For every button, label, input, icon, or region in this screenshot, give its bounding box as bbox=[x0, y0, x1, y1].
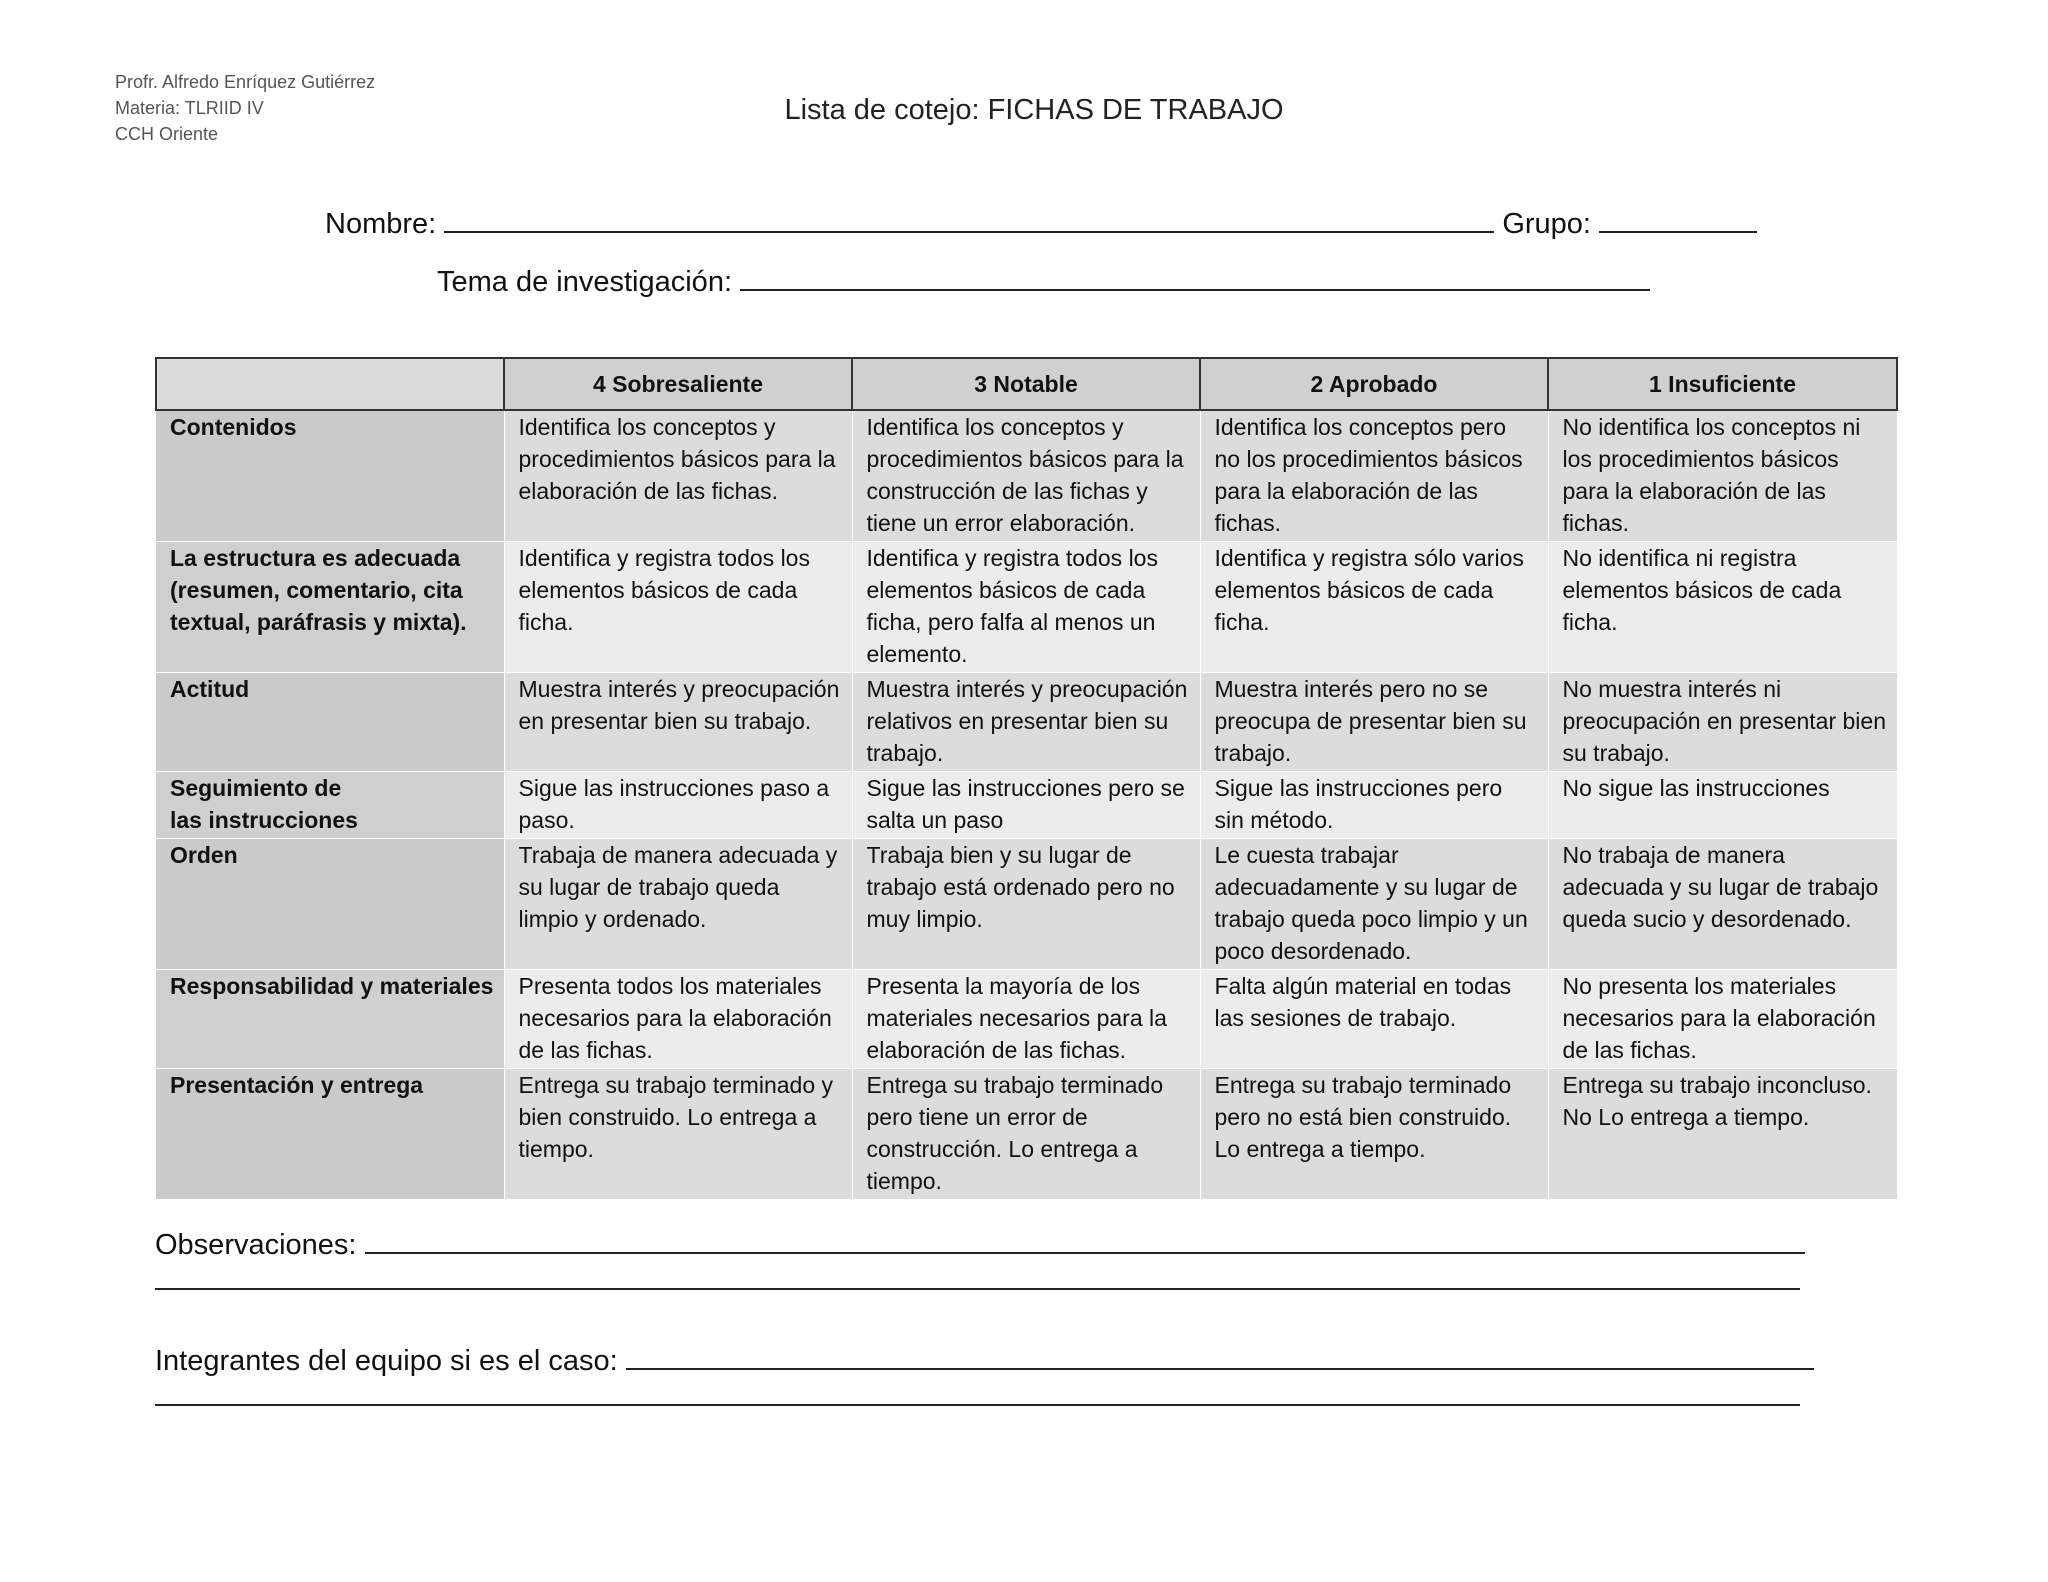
criterion-cell: Responsabilidad y materiales bbox=[156, 970, 504, 1069]
criterion-cell: La estructura es adecuada (resumen, comentario, cita textual, paráfrasis y mixta). bbox=[156, 542, 504, 673]
rubric-corner-cell bbox=[156, 358, 504, 410]
table-row bbox=[156, 772, 1897, 839]
descriptor-cell: Muestra interés y preocupación en presentar bien su trabajo. bbox=[504, 673, 852, 772]
descriptor-cell: No trabaja de manera adecuada y su lugar de trabajo queda sucio y desordenado. bbox=[1548, 839, 1897, 970]
descriptor-cell: No identifica ni registra elementos básicos de cada ficha. bbox=[1548, 542, 1897, 673]
criterion-cell: Orden bbox=[156, 839, 504, 970]
level-3-header: 3 Notable bbox=[852, 358, 1200, 410]
topic-line bbox=[437, 263, 1650, 299]
descriptor-cell: Entrega su trabajo terminado y bien construido. Lo entrega a tiempo. bbox=[504, 1069, 852, 1200]
descriptor-cell: Identifica los conceptos y procedimientos básicos para la elaboración de las fichas. bbox=[504, 410, 852, 542]
rubric-table bbox=[155, 357, 1898, 1200]
table-row bbox=[156, 970, 1897, 1069]
name-label: Nombre: bbox=[325, 208, 437, 240]
descriptor-cell: Identifica y registra todos los elementos básicos de cada ficha. bbox=[504, 542, 852, 673]
table-row bbox=[156, 410, 1897, 542]
level-1-header: 1 Insuficiente bbox=[1548, 358, 1897, 410]
descriptor-cell: Falta algún material en todas las sesiones de trabajo. bbox=[1200, 970, 1548, 1069]
name-blank[interactable] bbox=[444, 205, 1494, 233]
school-name: CCH Oriente bbox=[115, 124, 219, 144]
descriptor-cell: Le cuesta trabajar adecuadamente y su lugar de trabajo queda poco limpio y un poco desordenado. bbox=[1200, 839, 1548, 970]
team-blank[interactable] bbox=[626, 1342, 1814, 1370]
descriptor-cell: No muestra interés ni preocupación en presentar bien su trabajo. bbox=[1548, 673, 1897, 772]
descriptor-cell: No sigue las instrucciones bbox=[1548, 772, 1897, 839]
table-row bbox=[156, 673, 1897, 772]
descriptor-cell: Identifica y registra todos los elementos básicos de cada ficha, pero falfa al menos un elemento. bbox=[852, 542, 1200, 673]
teacher-name: Profr. Alfredo Enríquez Gutiérrez bbox=[115, 72, 376, 92]
descriptor-cell: Trabaja de manera adecuada y su lugar de trabajo queda limpio y ordenado. bbox=[504, 839, 852, 970]
criterion-cell: Presentación y entrega bbox=[156, 1069, 504, 1200]
observations-line bbox=[155, 1226, 1805, 1262]
subject-name: Materia: TLRIID IV bbox=[115, 98, 264, 118]
rubric-header-row bbox=[156, 358, 1897, 410]
descriptor-cell: No identifica los conceptos ni los procedimientos básicos para la elaboración de las fichas. bbox=[1548, 410, 1897, 542]
team-line bbox=[155, 1342, 1814, 1378]
group-blank[interactable] bbox=[1599, 205, 1757, 233]
criterion-cell: Actitud bbox=[156, 673, 504, 772]
name-line bbox=[325, 205, 1757, 241]
descriptor-cell: Sigue las instrucciones paso a paso. bbox=[504, 772, 852, 839]
descriptor-cell: Muestra interés pero no se preocupa de presentar bien su trabajo. bbox=[1200, 673, 1548, 772]
descriptor-cell: Identifica los conceptos pero no los procedimientos básicos para la elaboración de las fichas. bbox=[1200, 410, 1548, 542]
descriptor-cell: Presenta la mayoría de los materiales necesarios para la elaboración de las fichas. bbox=[852, 970, 1200, 1069]
descriptor-cell: Entrega su trabajo inconcluso. No Lo entrega a tiempo. bbox=[1548, 1069, 1897, 1200]
topic-label: Tema de investigación: bbox=[437, 266, 732, 298]
observations-label: Observaciones: bbox=[155, 1229, 357, 1261]
descriptor-cell: Identifica y registra sólo varios elementos básicos de cada ficha. bbox=[1200, 542, 1548, 673]
descriptor-cell: Presenta todos los materiales necesarios para la elaboración de las fichas. bbox=[504, 970, 852, 1069]
descriptor-cell: Identifica los conceptos y procedimientos básicos para la construcción de las fichas y tiene un error elaboración. bbox=[852, 410, 1200, 542]
descriptor-cell: Entrega su trabajo terminado pero no está bien construido. Lo entrega a tiempo. bbox=[1200, 1069, 1548, 1200]
descriptor-cell: Entrega su trabajo terminado pero tiene un error de construcción. Lo entrega a tiempo. bbox=[852, 1069, 1200, 1200]
team-label: Integrantes del equipo si es el caso: bbox=[155, 1345, 618, 1377]
level-4-header: 4 Sobresaliente bbox=[504, 358, 852, 410]
page-title: Lista de cotejo: FICHAS DE TRABAJO bbox=[784, 94, 1284, 126]
team-blank-2[interactable] bbox=[155, 1404, 1800, 1406]
table-row bbox=[156, 839, 1897, 970]
descriptor-cell: Sigue las instrucciones pero se salta un paso bbox=[852, 772, 1200, 839]
table-row bbox=[156, 542, 1897, 673]
criterion-cell: Contenidos bbox=[156, 410, 504, 542]
topic-blank[interactable] bbox=[740, 263, 1650, 291]
table-row bbox=[156, 1069, 1897, 1200]
descriptor-cell: Sigue las instrucciones pero sin método. bbox=[1200, 772, 1548, 839]
descriptor-cell: No presenta los materiales necesarios para la elaboración de las fichas. bbox=[1548, 970, 1897, 1069]
observations-blank[interactable] bbox=[365, 1226, 1805, 1254]
group-label: Grupo: bbox=[1502, 208, 1591, 240]
level-2-header: 2 Aprobado bbox=[1200, 358, 1548, 410]
descriptor-cell: Muestra interés y preocupación relativos en presentar bien su trabajo. bbox=[852, 673, 1200, 772]
criterion-cell: Seguimiento de las instrucciones bbox=[156, 772, 504, 839]
descriptor-cell: Trabaja bien y su lugar de trabajo está ordenado pero no muy limpio. bbox=[852, 839, 1200, 970]
observations-blank-2[interactable] bbox=[155, 1288, 1800, 1290]
